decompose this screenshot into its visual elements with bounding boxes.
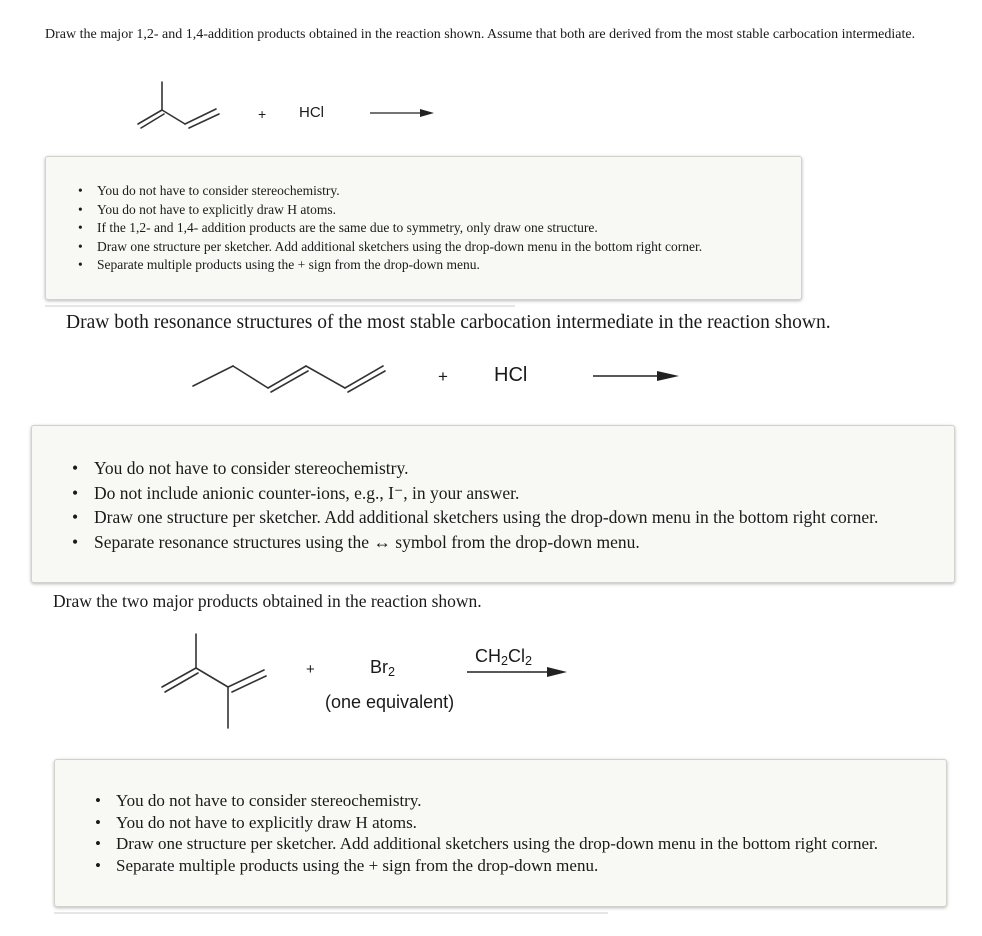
instruction-item: • You do not have to explicitly draw H atoms. — [97, 201, 702, 220]
instruction-item: • You do not have to consider stereochemistry. — [94, 456, 878, 481]
question2-reaction-arrow — [591, 367, 683, 385]
question1-reaction-arrow — [368, 106, 438, 120]
question3-plus: + — [306, 661, 315, 678]
question2-plus: + — [438, 367, 448, 386]
question1-divider — [45, 305, 515, 307]
instruction-item: • Separate multiple products using the + sign from the drop-down menu. — [116, 855, 878, 877]
instruction-item: • If the 1,2- and 1,4- addition products are the same due to symmetry, only draw one structure. — [97, 219, 702, 238]
question2-instructions-panel — [31, 425, 955, 583]
instruction-item: • You do not have to consider stereochemistry. — [116, 790, 878, 812]
question1-instructions-panel — [45, 156, 802, 300]
question3-prompt: Draw the two major products obtained in the reaction shown. — [53, 591, 482, 611]
instruction-item: • You do not have to explicitly draw H atoms. — [116, 812, 878, 834]
question2-prompt: Draw both resonance structures of the most stable carbocation intermediate in the reaction shown. — [66, 312, 831, 333]
question3-divider — [54, 912, 608, 914]
question3-reaction-arrow — [465, 664, 571, 680]
question1-reagent: HCl — [299, 104, 324, 121]
question1-diene-structure — [130, 76, 230, 136]
instruction-item: • Draw one structure per sketcher. Add additional sketchers using the drop-down menu in the bottom right corner. — [116, 833, 878, 855]
question1-prompt: Draw the major 1,2- and 1,4-addition products obtained in the reaction shown. Assume that both are derived from the most stable carbocation intermediate. — [45, 27, 916, 42]
question3-reagent-note: (one equivalent) — [325, 692, 455, 712]
question2-diene-structure — [188, 354, 388, 396]
question3-reagent: $Br_2$ — [370, 657, 396, 679]
instruction-item: • Do not include anionic counter-ions, e.g., I⁻, in your answer. — [94, 481, 878, 506]
instruction-item: • Draw one structure per sketcher. Add additional sketchers using the drop-down menu in the bottom right corner. — [94, 505, 878, 530]
question1-plus: + — [258, 106, 267, 122]
question2-reagent: HCl — [494, 364, 528, 386]
question3-instructions-panel — [54, 759, 947, 907]
instruction-item: • Separate multiple products using the + sign from the drop-down menu. — [97, 256, 702, 275]
question3-diene-structure — [152, 630, 274, 734]
instruction-item: • Separate resonance structures using the ↔ symbol from the drop-down menu. — [94, 530, 878, 555]
question3-solvent: $CH_2Cl_2$ — [475, 646, 533, 668]
instruction-item: • You do not have to consider stereochemistry. — [97, 182, 702, 201]
instruction-item: • Draw one structure per sketcher. Add additional sketchers using the drop-down menu in the bottom right corner. — [97, 238, 702, 257]
